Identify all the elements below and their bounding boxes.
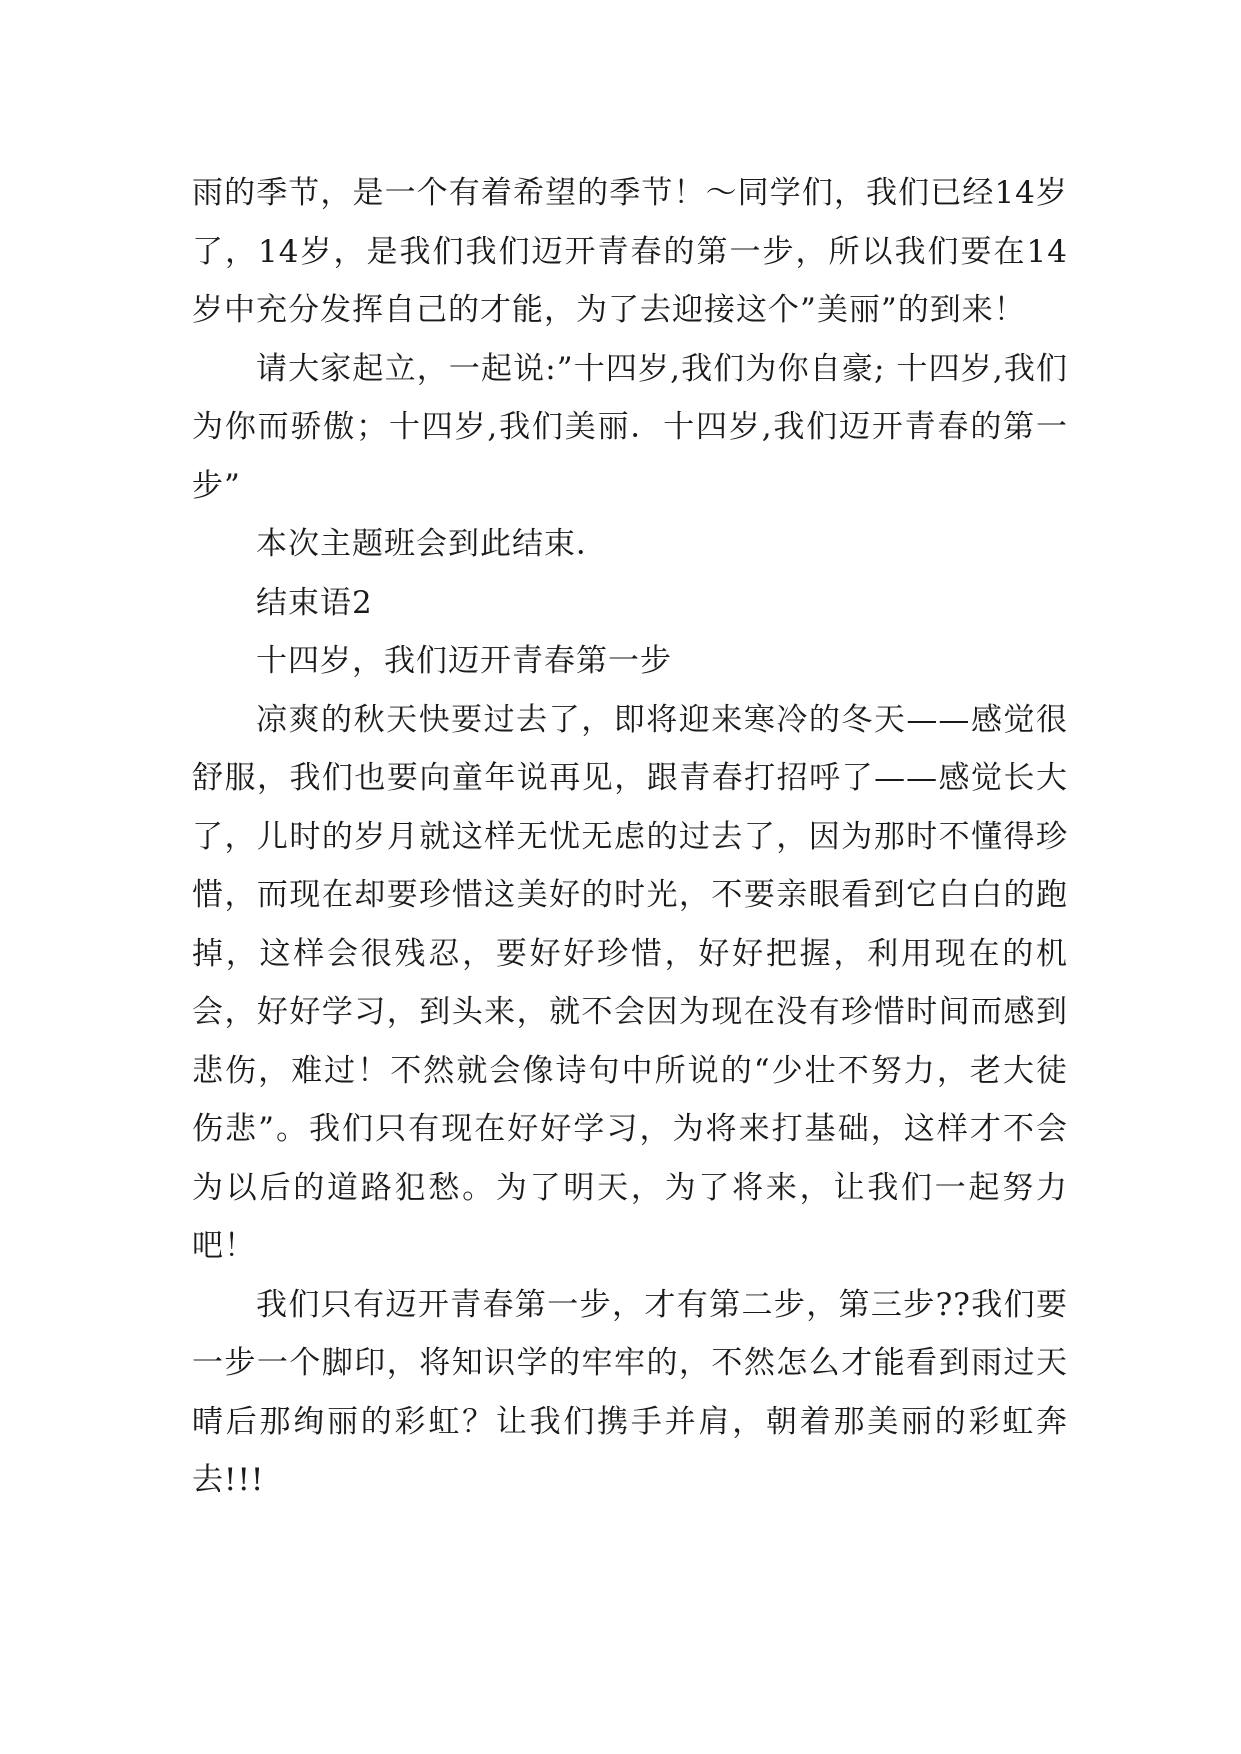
section-title: 十四岁，我们迈开青春第一步: [256, 643, 672, 679]
paragraph-2: 请大家起立，一起说:”十四岁,我们为你自豪; 十四岁,我们为你而骄傲；十四岁,我们美丽．十四岁,我们迈开青春的第一步”: [192, 350, 1068, 504]
document-page: [192, 164, 1068, 1510]
paragraph-6: 凉爽的秋天快要过去了，即将迎来寒冷的冬天——感觉很舒服，我们也要向童年说再见，跟青春打招呼了——感觉长大了，儿时的岁月就这样无忧无虑的过去了，因为那时不懂得珍惜，而现在却要珍惜这美好的时光，不要亲眼看到它白白的跑掉，这样会很残忍，要好好珍惜，好好把握，利用现在的机会，好好学习，到头来，就不会因为现在没有珍惜时间而感到悲伤，难过！不然就会像诗句中所说的“少壮不努力，老大徒伤悲”。我们只有现在好好学习，为将来打基础，这样才不会为以后的道路犯愁。为了明天，为了将来，让我们一起努力吧！: [192, 701, 1068, 1264]
paragraph-7: 我们只有迈开青春第一步，才有第二步，第三步??我们要一步一个脚印，将知识学的牢牢的，不然怎么才能看到雨过天晴后那绚丽的彩虹？让我们携手并肩，朝着那美丽的彩虹奔去!!!: [192, 1286, 1068, 1498]
section-heading: 结束语2: [256, 584, 373, 621]
paragraph-3: 本次主题班会到此结束．: [256, 526, 608, 562]
paragraph-1: 雨的季节，是一个有着希望的季节！～同学们，我们已经14岁了，14岁，是我们我们迈开青春的第一步，所以我们要在14岁中充分发挥自己的才能，为了去迎接这个”美丽”的到来！: [192, 175, 1068, 328]
